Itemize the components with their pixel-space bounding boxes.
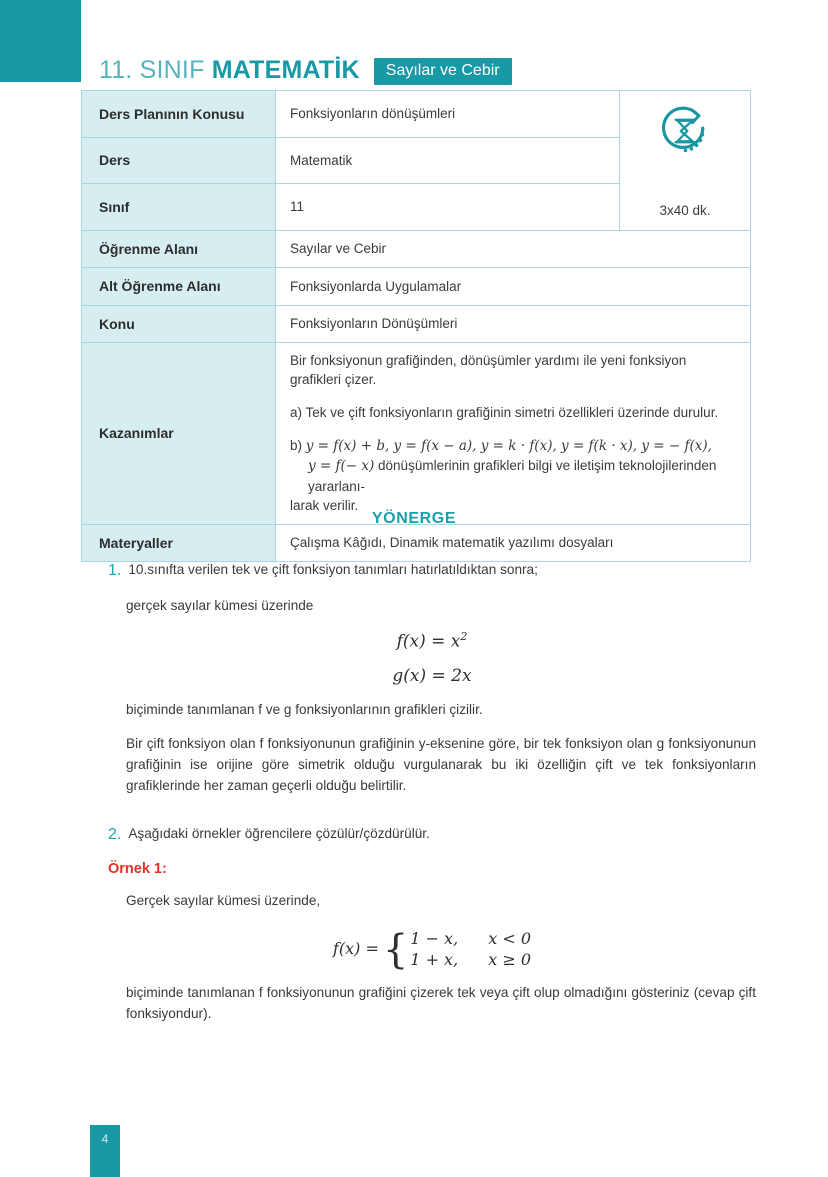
row-value-materials: Çalışma Kâğıdı, Dinamik matematik yazılımı dosyaları <box>276 524 751 561</box>
formula-fx-exponent: 2 <box>460 630 468 644</box>
lesson-plan-table <box>81 90 751 562</box>
table-row <box>82 342 751 524</box>
objective-3-math2: y = f(− x) <box>308 458 375 475</box>
piecewise-row-1-expr: 1 − x, <box>410 928 459 948</box>
formula-fx <box>108 630 756 652</box>
piecewise-brace: { <box>382 926 409 973</box>
example-heading: Örnek 1: <box>108 860 167 877</box>
page-title <box>99 56 360 85</box>
duration-text: 3x40 dk. <box>659 203 711 219</box>
piecewise-rows <box>410 929 531 969</box>
table-row <box>82 268 751 305</box>
example-closing: biçiminde tanımlanan f fonksiyonunun grafiğini çizerek tek veya çift olup olmadığını gösteriniz (cevap çift fonksiyondur). <box>126 984 756 1021</box>
row-value-sub-learning-area: Fonksiyonlarda Uygulamalar <box>276 268 751 305</box>
title-grade: 11. SINIF <box>99 56 205 84</box>
row-label-sub-learning-area: Alt Öğrenme Alanı <box>82 268 276 305</box>
objective-paragraph-1: Bir fonksiyonun grafiğinden, dönüşümler yardımı ile yeni fonksiyon grafikleri çizer. <box>290 352 687 388</box>
list-item-2-text: Aşağıdaki örnekler öğrencilere çözülür/çözdürülür. <box>128 826 430 842</box>
objective-3-prefix: b) <box>290 437 306 453</box>
piecewise-row-2-cond: x ≥ 0 <box>488 949 532 969</box>
row-label-materials: Materyaller <box>82 524 276 561</box>
piecewise-lhs: f(x) = <box>332 939 379 959</box>
hourglass-refresh-icon <box>657 103 713 165</box>
page-header <box>99 56 512 85</box>
row-value-topic: Fonksiyonların dönüşümleri <box>276 91 620 138</box>
title-subject: MATEMATİK <box>211 56 360 84</box>
page-number: 4 <box>90 1125 120 1177</box>
objective-3-rest2: larak verilir. <box>290 498 359 514</box>
item1-after-formula: biçiminde tanımlanan f ve g fonksiyonlarının grafikleri çizilir. <box>126 702 483 718</box>
piecewise-row-1-cond: x < 0 <box>488 928 532 948</box>
item1-paragraph: Bir çift fonksiyon olan f fonksiyonunun grafiğinin y-eksenine göre, bir tek fonksiyon olan g fonksiyonunun grafiğinin ise orijine göre simetrik olduğu vurgulanarak bu iki özelliğin çift ve tek fonksiyonların grafiklerinde her zaman geçerli olduğu belirtilir. <box>126 736 756 794</box>
formula-gx: g(x) = 2x <box>392 666 472 687</box>
list-item-1-number: 1. <box>108 562 122 579</box>
row-label-subject: Konu <box>82 305 276 342</box>
corner-decoration-block <box>0 0 81 82</box>
row-label-class: Sınıf <box>82 184 276 231</box>
yonerge-heading: YÖNERGE <box>371 510 457 527</box>
list-item-2-number: 2. <box>108 826 122 844</box>
list-item-1-text: 10.sınıfta verilen tek ve çift fonksiyon tanımları hatırlatıldıktan sonra; <box>128 562 538 577</box>
row-value-class: 11 <box>276 184 620 231</box>
row-value-objectives <box>276 342 751 524</box>
objective-3-rest: dönüşümlerinin grafikleri bilgi ve iletişim teknolojilerinden yararlanı- <box>308 458 717 494</box>
table-row <box>82 91 751 138</box>
item1-line2: gerçek sayılar kümesi üzerinde <box>126 598 314 614</box>
list-item-1 <box>108 560 756 582</box>
row-label-topic: Ders Planının Konusu <box>82 91 276 138</box>
piecewise-formula <box>108 926 756 973</box>
piecewise-row-1 <box>410 929 531 948</box>
objective-paragraph-2: a) Tek ve çift fonksiyonların grafiğinin simetri özellikleri üzerinde durulur. <box>290 405 719 421</box>
piecewise-row-2 <box>410 950 531 969</box>
example-intro: Gerçek sayılar kümesi üzerinde, <box>126 892 321 908</box>
table-row <box>82 231 751 268</box>
objective-3-line2 <box>290 456 739 496</box>
row-value-course: Matematik <box>276 137 620 184</box>
instruction-body <box>108 560 756 1024</box>
objective-paragraph-3 <box>290 436 739 516</box>
table-row <box>82 305 751 342</box>
formula-fx-lhs: f(x) = x <box>396 632 461 653</box>
row-value-learning-area: Sayılar ve Cebir <box>276 231 751 268</box>
objective-3-math: y = f(x) + b, y = f(x − a), y = k · f(x), y = f(k · x), y = − f(x), <box>305 437 712 454</box>
row-label-learning-area: Öğrenme Alanı <box>82 231 276 268</box>
row-label-objectives: Kazanımlar <box>82 342 276 524</box>
list-item-2 <box>108 824 756 846</box>
learning-area-badge: Sayılar ve Cebir <box>374 58 512 85</box>
row-label-course: Ders <box>82 137 276 184</box>
duration-cell <box>620 91 751 231</box>
row-value-subject: Fonksiyonların Dönüşümleri <box>276 305 751 342</box>
piecewise-row-2-expr: 1 + x, <box>410 949 459 969</box>
table-row <box>82 524 751 561</box>
